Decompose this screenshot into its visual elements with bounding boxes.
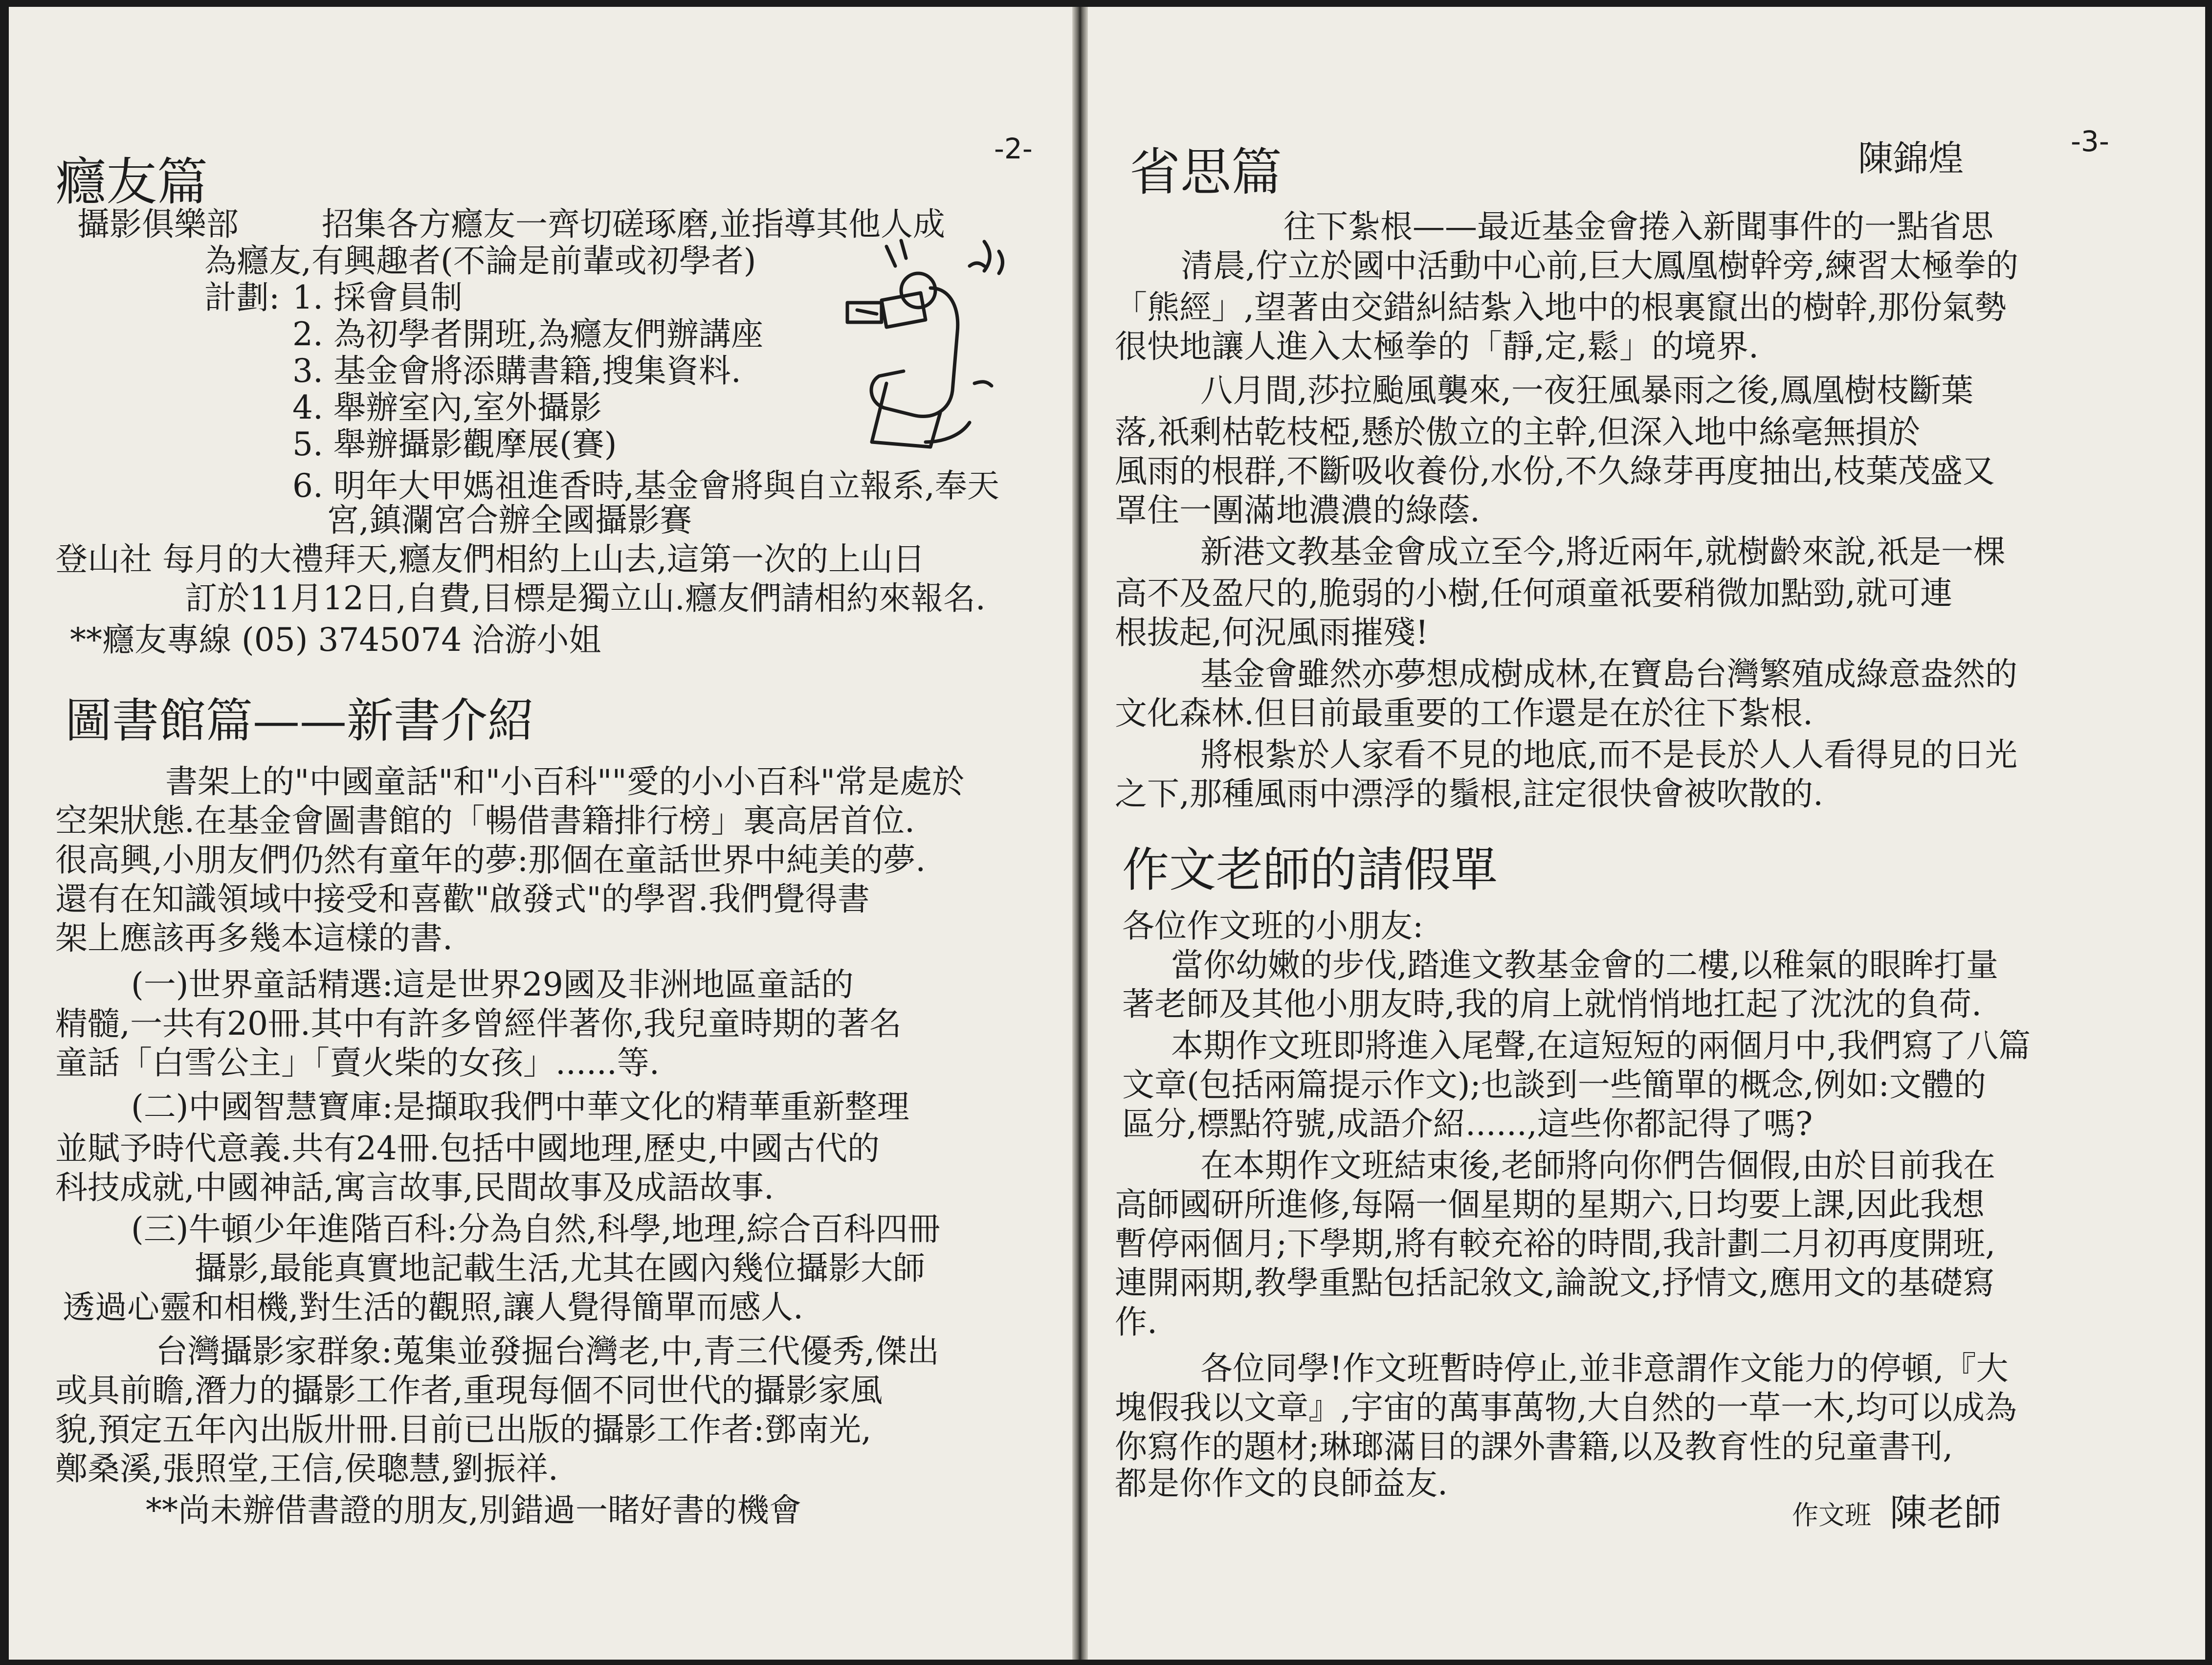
left-page: [9, 7, 1072, 1660]
reflection-line: 新港文教基金會成立至今,將近兩年,就樹齡來說,祇是一棵: [1200, 533, 2006, 571]
reflection-line: 落,祇剩枯乾枝椏,懸於傲立的主幹,但深入地中絲毫無損於: [1115, 413, 1920, 451]
section-heading-friends: 癮友篇: [55, 152, 208, 212]
reflection-line: 高不及盈尺的,脆弱的小樹,任何頑童祇要稍微加點勁,就可連: [1115, 575, 1952, 612]
reflection-line: 清晨,佇立於國中活動中心前,巨大鳳凰樹幹旁,練習太極拳的: [1181, 247, 2018, 285]
leave-note-line: 連開兩期,教學重點包括記敘文,論說文,抒情文,應用文的基礎寫: [1115, 1264, 1995, 1302]
leave-note-line: 文章(包括兩篇提示作文);也談到一些簡單的概念,例如:文體的: [1122, 1066, 1986, 1104]
hiking-line: 訂於11月12日,自費,目標是獨立山.癮友們請相約來報名.: [185, 579, 986, 617]
library-line: 貌,預定五年內出版卅冊.目前已出版的攝影工作者:鄧南光,: [55, 1411, 872, 1448]
club-desc-line: 招集各方癮友一齊切磋琢磨,並指導其他人成: [322, 205, 945, 243]
library-line: 攝影,最能真實地記載生活,尤其在國內幾位攝影大師: [195, 1249, 925, 1287]
leave-note-line: 在本期作文班結束後,老師將向你們告個假,由於目前我在: [1200, 1147, 1995, 1184]
leave-note-line: 高師國研所進修,每隔一個星期的星期六,日均要上課,因此我想: [1115, 1186, 1985, 1223]
library-line: (二)中國智慧寶庫:是擷取我們中華文化的精華重新整理: [131, 1088, 909, 1126]
leave-note-line: 你寫作的題材;琳瑯滿目的課外書籍,以及教育性的兒童書刊,: [1115, 1428, 1953, 1465]
article-subtitle: 往下紮根——最近基金會捲入新聞事件的一點省思: [1283, 208, 1993, 245]
plan-item: 4. 舉辦室內,室外攝影: [292, 389, 602, 426]
leave-note-line: 都是你作文的良師益友.: [1115, 1465, 1448, 1502]
library-line: 透過心靈和相機,對生活的觀照,讓人覺得簡單而感人.: [63, 1288, 803, 1326]
reflection-line: 「熊經」,望著由交錯糾結紮入地中的根裏竄出的樹幹,那份氣勢: [1115, 289, 2007, 326]
hiking-line: 登山社 每月的大禮拜天,癮友們相約上山去,這第一次的上山日: [55, 540, 925, 578]
plan-item: 6. 明年大甲媽祖進香時,基金會將與自立報系,奉天: [292, 467, 999, 505]
reflection-line: 基金會雖然亦夢想成樹成林,在寶島台灣繁殖成綠意盎然的: [1200, 655, 2017, 693]
book-gutter: [1072, 7, 1088, 1660]
library-line: 空架狀態.在基金會圖書館的「暢借書籍排行榜」裏高居首位.: [55, 802, 915, 840]
library-line: (三)牛頓少年進階百科:分為自然,科學,地理,綜合百科四冊: [131, 1210, 940, 1248]
right-page: [1088, 7, 2205, 1660]
salutation: 各位作文班的小朋友:: [1122, 907, 1424, 945]
library-line: 書架上的"中國童話"和"小百科""愛的小小百科"常是處於: [165, 763, 965, 800]
reflection-line: 將根紮於人家看不見的地底,而不是長於人人看得見的日光: [1200, 736, 2017, 774]
library-line: 很高興,小朋友們仍然有童年的夢:那個在童話世界中純美的夢.: [55, 841, 926, 879]
leave-note-line: 暫停兩個月;下學期,將有較充裕的時間,我計劃二月初再度開班,: [1115, 1225, 1996, 1263]
leave-note-line: 本期作文班即將進入尾聲,在這短短的兩個月中,我們寫了八篇: [1171, 1027, 2031, 1065]
plan-item: 5. 舉辦攝影觀摩展(賽): [292, 425, 617, 463]
reflection-line: 風雨的根群,不斷吸收養份,水份,不久綠芽再度抽出,枝葉茂盛又: [1115, 452, 1995, 490]
reflection-line: 八月間,莎拉颱風襲來,一夜狂風暴雨之後,鳳凰樹枝斷葉: [1200, 372, 1973, 409]
hotline: **癮友專線 (05) 3745074 洽游小姐: [70, 621, 601, 659]
leave-note-line: 塊假我以文章』,宇宙的萬事萬物,大自然的一草一木,均可以成為: [1115, 1389, 2017, 1426]
library-line: 科技成就,中國神話,寓言故事,民間故事及成語故事.: [55, 1169, 774, 1206]
library-line: 鄭桑溪,張照堂,王信,侯聰慧,劉振祥.: [55, 1450, 558, 1487]
leave-note-line: 著老師及其他小朋友時,我的肩上就悄悄地扛起了沈沈的負荷.: [1122, 985, 1982, 1023]
plan-item: 2. 為初學者開班,為癮友們辦講座: [292, 315, 763, 353]
plan-label: 計劃:: [204, 279, 280, 316]
club-desc-line: 為癮友,有興趣者(不論是前輩或初學者): [204, 242, 756, 280]
library-line: 精髓,一共有20冊.其中有許多曾經伴著你,我兒童時期的著名: [55, 1005, 902, 1043]
signature-class: 作文班: [1792, 1500, 1871, 1531]
section-heading-leave-note: 作文老師的請假單: [1122, 843, 1498, 897]
reflection-line: 之下,那種風雨中漂浮的鬚根,註定很快會被吹散的.: [1115, 775, 1823, 813]
article-author: 陳錦煌: [1858, 138, 1964, 179]
club-name: 攝影俱樂部: [77, 205, 239, 243]
library-line: 或具前瞻,潛力的攝影工作者,重現每個不同世代的攝影家風: [55, 1372, 883, 1409]
section-heading-reflection: 省思篇: [1129, 142, 1283, 202]
library-line: 還有在知識領域中接受和喜歡"啟發式"的學習.我們覺得書: [55, 880, 870, 918]
library-line: 架上應該再多幾本這樣的書.: [55, 919, 453, 957]
leave-note-line: 當你幼嫩的步伐,踏進文教基金會的二樓,以稚氣的眼眸打量: [1171, 946, 1998, 984]
leave-note-line: 作.: [1115, 1303, 1157, 1341]
reflection-line: 很快地讓人進入太極拳的「靜,定,鬆」的境界.: [1115, 328, 1759, 365]
page-number: -2-: [994, 132, 1033, 165]
plan-item-cont: 宮,鎮瀾宮合辦全國攝影賽: [327, 501, 692, 539]
reflection-line: 罩住一團滿地濃濃的綠蔭.: [1115, 491, 1480, 529]
library-line: (一)世界童話精選:這是世界29國及非洲地區童話的: [131, 966, 854, 1003]
library-line: 童話「白雪公主」「賣火柴的女孩」......等.: [55, 1044, 660, 1082]
signature-name: 陳老師: [1890, 1491, 2001, 1534]
leave-note-line: 各位同學!作文班暫時停止,並非意謂作文能力的停頓,『大: [1200, 1350, 2009, 1387]
plan-item: 1. 採會員制: [292, 279, 463, 316]
plan-item: 3. 基金會將添購書籍,搜集資料.: [292, 352, 741, 390]
section-heading-library: 圖書館篇——新書介紹: [65, 693, 534, 748]
library-note: **尚未辦借書證的朋友,別錯過一睹好書的機會: [146, 1491, 801, 1529]
photographer-cartoon-icon: [828, 237, 1033, 466]
page-number: -3-: [2071, 125, 2109, 158]
library-line: 台灣攝影家群象:蒐集並發掘台灣老,中,青三代優秀,傑出: [155, 1332, 940, 1370]
leave-note-line: 區分,標點符號,成語介紹......,這些你都記得了嗎?: [1122, 1105, 1813, 1143]
reflection-line: 文化森林.但目前最重要的工作還是在於往下紮根.: [1115, 694, 1813, 732]
library-line: 並賦予時代意義.共有24冊.包括中國地理,歷史,中國古代的: [55, 1130, 880, 1167]
reflection-line: 根拔起,何況風雨摧殘!: [1115, 614, 1429, 651]
